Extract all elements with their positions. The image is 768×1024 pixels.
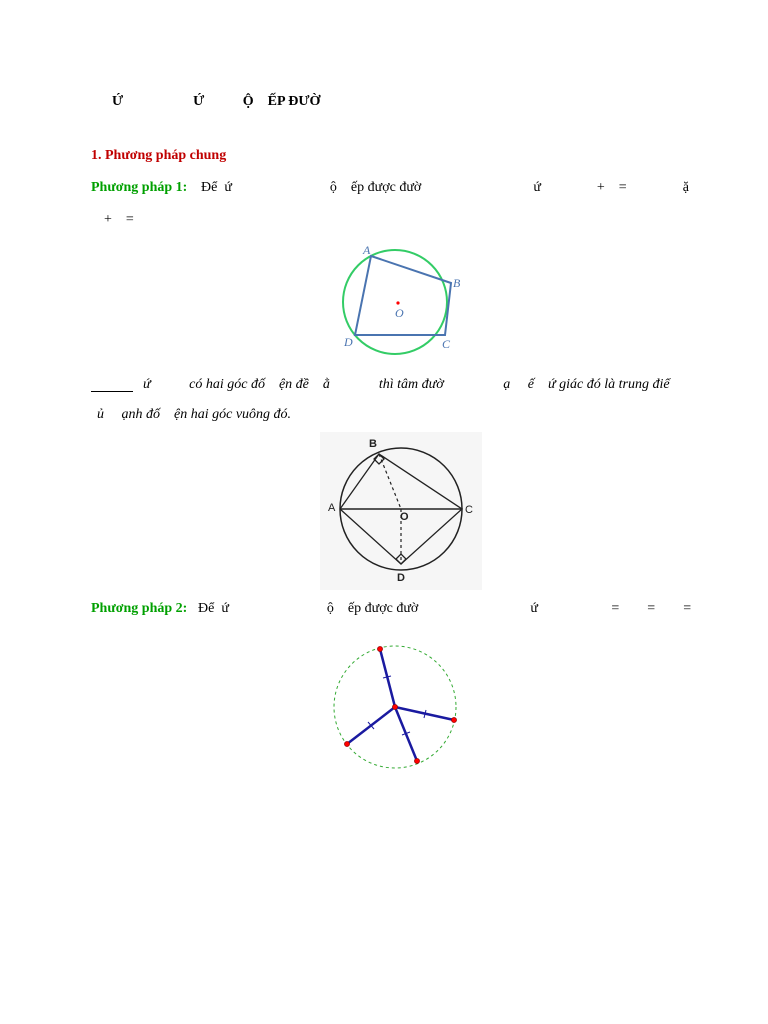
label-d: D (397, 572, 405, 584)
note-text-line2: ủ ạnh đố ện hai góc vuông đó. (97, 407, 292, 422)
point-bottom (414, 758, 419, 763)
note-text-line1: ứ có hai góc đố ện đề ằ thì tâm đườ ạ ế ứ giác đó là trung điể (143, 377, 670, 392)
center-point (396, 301, 399, 304)
radius-top (380, 649, 395, 707)
method-2-text-line1: Để ứ ộ ếp được đườ ứ = = = (198, 601, 692, 616)
label-o: O (400, 511, 409, 523)
circumcircle (343, 250, 447, 354)
label-b: B (369, 438, 377, 450)
figure-cyclic-quadrilateral (335, 240, 465, 360)
method-1-text-line1: Để ứ ộ ếp được đườ ứ + = ặ (201, 180, 689, 195)
section-heading-general-method: 1. Phương pháp chung (91, 148, 227, 163)
method-2-label: Phương pháp 2: (91, 601, 188, 616)
figure-right-angle-circle (320, 432, 482, 590)
label-d: D (344, 335, 353, 349)
center-point (392, 704, 397, 709)
quadrilateral-abcd (355, 256, 451, 335)
method-1-label: Phương pháp 1: (91, 180, 188, 195)
label-a: A (328, 502, 336, 514)
point-left (344, 741, 349, 746)
method-1-text-line2: + = (104, 212, 134, 227)
page-title: Ứ Ứ Ộ ẾP ĐƯỜ (112, 94, 321, 109)
label-c: C (442, 337, 451, 351)
point-top (377, 646, 382, 651)
figure-equal-radii (330, 640, 462, 772)
blank-underline (91, 391, 133, 392)
label-o: O (395, 306, 404, 320)
label-c: C (465, 504, 473, 516)
label-a: A (363, 243, 371, 257)
label-b: B (453, 276, 461, 290)
point-right (451, 717, 456, 722)
